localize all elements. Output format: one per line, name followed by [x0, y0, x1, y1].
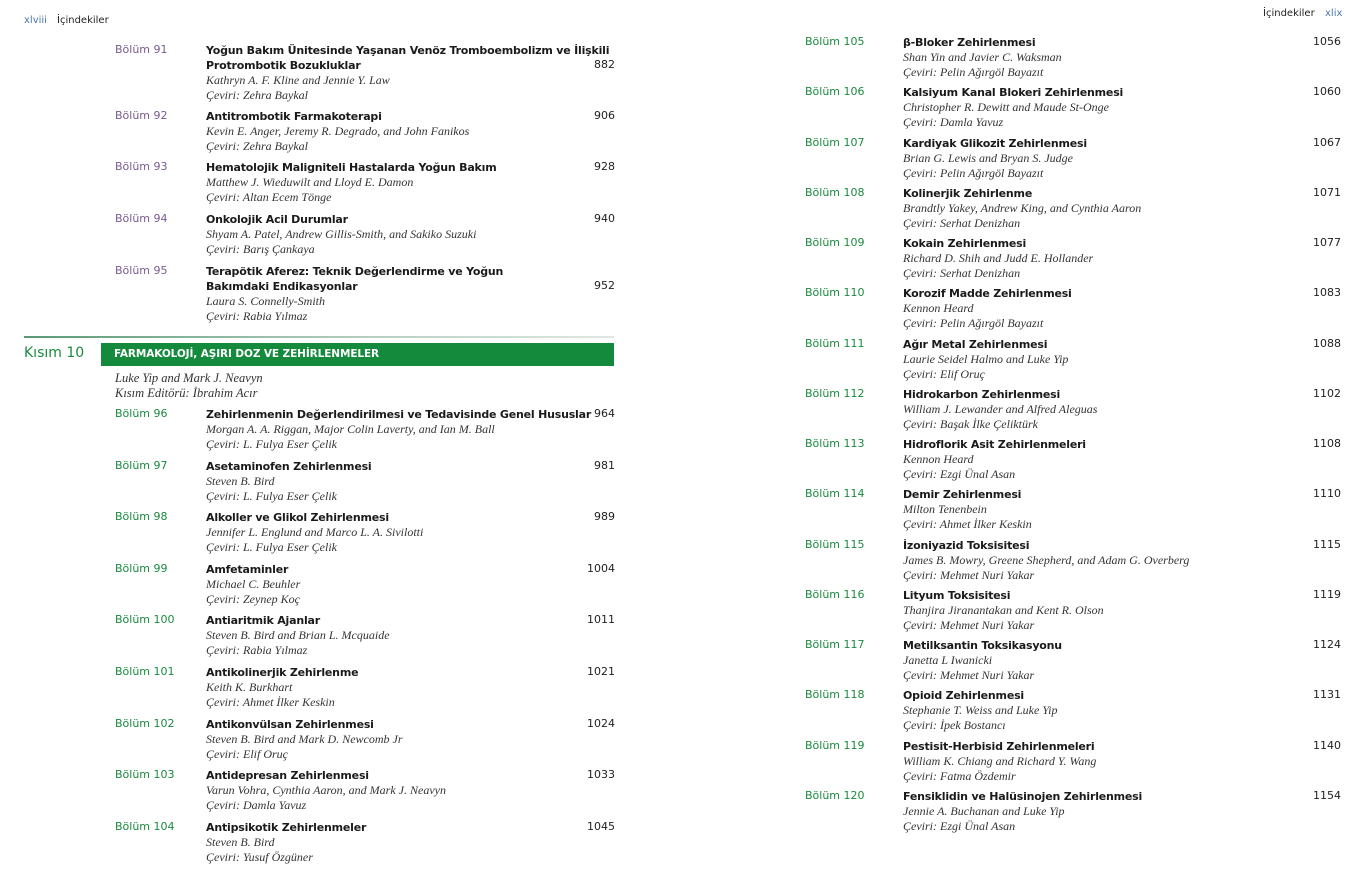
chapter-authors: Christopher R. Dewitt and Maude St-Onge	[903, 100, 1109, 114]
chapter-translator: Çeviri: Serhat Denizhan	[903, 266, 1021, 280]
chapter-title: Korozif Madde Zehirlenmesi	[903, 287, 1072, 300]
chapter-translator: Çeviri: Pelin Ağırgöl Bayazıt	[903, 166, 1044, 180]
chapter-translator: Çeviri: L. Fulya Eser Çelik	[206, 437, 337, 451]
chapter-authors: Kevin E. Anger, Jeremy R. Degrado, and John Fanikos	[206, 124, 470, 138]
chapter-number: Bölüm 110	[805, 286, 865, 299]
chapter-authors: Keith K. Burkhart	[206, 680, 293, 694]
chapter-number: Bölüm 104	[115, 820, 175, 833]
chapter-title: Protrombotik Bozukluklar	[206, 59, 361, 72]
chapter-translator: Çeviri: Zeynep Koç	[206, 592, 300, 606]
chapter-title: Antiaritmik Ajanlar	[206, 614, 320, 627]
chapter-authors: Kennon Heard	[903, 301, 974, 315]
chapter-title: Zehirlenmenin Değerlendirilmesi ve Tedavisinde Genel Hususlar	[206, 408, 592, 421]
part-section-editor: Kısım Editörü: İbrahim Acır	[115, 386, 258, 400]
chapter-page-number: 1024	[587, 717, 615, 730]
chapter-title: Pestisit-Herbisid Zehirlenmeleri	[903, 740, 1095, 753]
chapter-title: Hidrokarbon Zehirlenmesi	[903, 388, 1061, 401]
chapter-title: Opioid Zehirlenmesi	[903, 689, 1024, 702]
chapter-title: Hematolojik Maligniteli Hastalarda Yoğun Bakım	[206, 161, 497, 174]
chapter-title: Onkolojik Acil Durumlar	[206, 213, 348, 226]
chapter-number: Bölüm 103	[115, 768, 175, 781]
chapter-translator: Çeviri: Elif Oruç	[903, 367, 985, 381]
chapter-authors: Laurie Seidel Halmo and Luke Yip	[903, 352, 1069, 366]
chapter-number: Bölüm 96	[115, 407, 168, 420]
chapter-title: Antikolinerjik Zehirlenme	[206, 666, 359, 679]
chapter-number: Bölüm 94	[115, 212, 168, 225]
chapter-translator: Çeviri: Zehra Baykal	[206, 88, 308, 102]
chapter-number: Bölüm 111	[805, 337, 865, 350]
chapter-page-number: 928	[594, 160, 615, 173]
chapter-number: Bölüm 91	[115, 43, 168, 56]
part-title: FARMAKOLOJİ, AŞIRI DOZ VE ZEHİRLENMELER	[114, 348, 380, 360]
chapter-number: Bölüm 97	[115, 459, 168, 472]
chapter-number: Bölüm 118	[805, 688, 865, 701]
chapter-page-number: 1060	[1313, 85, 1341, 98]
chapter-translator: Çeviri: Başak İlke Çeliktürk	[903, 417, 1038, 431]
chapter-title: Yoğun Bakım Ünitesinde Yaşanan Venöz Tromboembolizm ve İlişkili	[206, 44, 610, 57]
chapter-translator: Çeviri: İpek Bostancı	[903, 718, 1006, 732]
chapter-translator: Çeviri: Fatma Özdemir	[903, 769, 1016, 783]
chapter-number: Bölüm 98	[115, 510, 168, 523]
chapter-page-number: 1088	[1313, 337, 1341, 350]
chapter-number: Bölüm 95	[115, 264, 168, 277]
chapter-title: Ağır Metal Zehirlenmesi	[903, 338, 1048, 351]
chapter-title: Fensiklidin ve Halüsinojen Zehirlenmesi	[903, 790, 1143, 803]
chapter-translator: Çeviri: Damla Yavuz	[206, 798, 307, 812]
chapter-authors: Jennifer L. Englund and Marco L. A. Sivilotti	[206, 525, 424, 539]
chapter-page-number: 981	[594, 459, 615, 472]
chapter-translator: Çeviri: Pelin Ağırgöl Bayazıt	[903, 316, 1044, 330]
chapter-page-number: 1083	[1313, 286, 1341, 299]
chapter-authors: Brian G. Lewis and Bryan S. Judge	[903, 151, 1073, 165]
chapter-page-number: 906	[594, 109, 615, 122]
chapter-title: Kokain Zehirlenmesi	[903, 237, 1027, 250]
part-label: Kısım 10	[24, 345, 85, 361]
chapter-number: Bölüm 108	[805, 186, 865, 199]
chapter-authors: Steven B. Bird and Mark D. Newcomb Jr	[206, 732, 403, 746]
chapter-authors: Steven B. Bird and Brian L. Mcquaide	[206, 628, 390, 642]
chapter-number: Bölüm 102	[115, 717, 175, 730]
chapter-authors: Shyam A. Patel, Andrew Gillis-Smith, and Sakiko Suzuki	[206, 227, 477, 241]
chapter-page-number: 940	[594, 212, 615, 225]
chapter-title: Kardiyak Glikozit Zehirlenmesi	[903, 137, 1087, 150]
chapter-number: Bölüm 117	[805, 638, 865, 651]
chapter-authors: Brandtly Yakey, Andrew King, and Cynthia Aaron	[903, 201, 1142, 215]
chapter-translator: Çeviri: L. Fulya Eser Çelik	[206, 489, 337, 503]
chapter-number: Bölüm 92	[115, 109, 168, 122]
chapter-authors: Matthew J. Wieduwilt and Lloyd E. Damon	[206, 175, 414, 189]
chapter-title: Demir Zehirlenmesi	[903, 488, 1022, 501]
chapter-page-number: 1045	[587, 820, 615, 833]
chapter-translator: Çeviri: Serhat Denizhan	[903, 216, 1021, 230]
chapter-title: β-Bloker Zehirlenmesi	[903, 36, 1036, 49]
chapter-translator: Çeviri: Rabia Yılmaz	[206, 309, 308, 323]
chapter-title: İzoniyazid Toksisitesi	[903, 539, 1030, 552]
chapter-translator: Çeviri: Pelin Ağırgöl Bayazıt	[903, 65, 1044, 79]
chapter-translator: Çeviri: L. Fulya Eser Çelik	[206, 540, 337, 554]
chapter-title: Kolinerjik Zehirlenme	[903, 187, 1033, 200]
chapter-authors: James B. Mowry, Greene Shepherd, and Adam G. Overberg	[903, 553, 1190, 567]
chapter-page-number: 1108	[1313, 437, 1341, 450]
right-running-head: İçindekiler	[1263, 8, 1315, 19]
chapter-translator: Çeviri: Mehmet Nuri Yakar	[903, 618, 1035, 632]
chapter-authors: Jennie A. Buchanan and Luke Yip	[903, 804, 1065, 818]
chapter-translator: Çeviri: Ezgi Ünal Asan	[903, 467, 1016, 481]
chapter-number: Bölüm 119	[805, 739, 865, 752]
chapter-translator: Çeviri: Ahmet İlker Keskin	[903, 517, 1032, 531]
chapter-page-number: 1119	[1313, 588, 1341, 601]
chapter-translator: Çeviri: Ahmet İlker Keskin	[206, 695, 335, 709]
chapter-title: Kalsiyum Kanal Blokeri Zehirlenmesi	[903, 86, 1124, 99]
chapter-page-number: 1115	[1313, 538, 1341, 551]
chapter-authors: Janetta L Iwanicki	[903, 653, 993, 667]
chapter-translator: Çeviri: Zehra Baykal	[206, 139, 308, 153]
part-title-bar	[101, 343, 614, 366]
chapter-page-number: 1071	[1313, 186, 1341, 199]
chapter-page-number: 989	[594, 510, 615, 523]
chapter-translator: Çeviri: Yusuf Özgüner	[206, 850, 313, 864]
chapter-number: Bölüm 100	[115, 613, 175, 626]
chapter-authors: Kennon Heard	[903, 452, 974, 466]
chapter-authors: William J. Lewander and Alfred Aleguas	[903, 402, 1098, 416]
chapter-title: Metilksantin Toksikasyonu	[903, 639, 1062, 652]
chapter-title: Bakımdaki Endikasyonlar	[206, 280, 358, 293]
chapter-number: Bölüm 106	[805, 85, 865, 98]
chapter-page-number: 1110	[1313, 487, 1341, 500]
chapter-authors: Stephanie T. Weiss and Luke Yip	[903, 703, 1058, 717]
chapter-authors: Thanjira Jiranantakan and Kent R. Olson	[903, 603, 1104, 617]
chapter-number: Bölüm 115	[805, 538, 865, 551]
chapter-translator: Çeviri: Altan Ecem Tönge	[206, 190, 332, 204]
chapter-page-number: 1102	[1313, 387, 1341, 400]
chapter-number: Bölüm 93	[115, 160, 168, 173]
chapter-number: Bölüm 116	[805, 588, 865, 601]
part-divider-line	[24, 336, 614, 338]
left-page-number: xlviii	[24, 15, 47, 26]
chapter-page-number: 1067	[1313, 136, 1341, 149]
chapter-number: Bölüm 114	[805, 487, 865, 500]
chapter-number: Bölüm 109	[805, 236, 865, 249]
chapter-title: Alkoller ve Glikol Zehirlenmesi	[206, 511, 389, 524]
chapter-page-number: 1056	[1313, 35, 1341, 48]
part-editors: Luke Yip and Mark J. Neavyn	[115, 371, 263, 385]
chapter-authors: Laura S. Connelly-Smith	[206, 294, 325, 308]
chapter-number: Bölüm 112	[805, 387, 865, 400]
chapter-title: Antidepresan Zehirlenmesi	[206, 769, 369, 782]
left-running-head: İçindekiler	[57, 15, 109, 26]
chapter-authors: Steven B. Bird	[206, 835, 275, 849]
chapter-page-number: 952	[594, 279, 615, 292]
chapter-title: Antikonvülsan Zehirlenmesi	[206, 718, 374, 731]
chapter-title: Amfetaminler	[206, 563, 289, 576]
chapter-translator: Çeviri: Barış Çankaya	[206, 242, 315, 256]
chapter-title: Terapötik Aferez: Teknik Değerlendirme ve Yoğun	[206, 265, 504, 278]
chapter-page-number: 1154	[1313, 789, 1341, 802]
chapter-page-number: 1033	[587, 768, 615, 781]
right-page-number: xlix	[1325, 8, 1343, 19]
chapter-translator: Çeviri: Mehmet Nuri Yakar	[903, 668, 1035, 682]
chapter-title: Antitrombotik Farmakoterapi	[206, 110, 382, 123]
chapter-title: Asetaminofen Zehirlenmesi	[206, 460, 372, 473]
chapter-page-number: 1131	[1313, 688, 1341, 701]
chapter-authors: Milton Tenenbein	[903, 502, 987, 516]
chapter-title: Antipsikotik Zehirlenmeler	[206, 821, 367, 834]
chapter-number: Bölüm 99	[115, 562, 168, 575]
chapter-translator: Çeviri: Ezgi Ünal Asan	[903, 819, 1016, 833]
chapter-page-number: 882	[594, 58, 615, 71]
chapter-authors: Michael C. Beuhler	[206, 577, 301, 591]
chapter-number: Bölüm 107	[805, 136, 865, 149]
chapter-translator: Çeviri: Damla Yavuz	[903, 115, 1004, 129]
chapter-page-number: 1124	[1313, 638, 1341, 651]
chapter-translator: Çeviri: Elif Oruç	[206, 747, 288, 761]
chapter-authors: Steven B. Bird	[206, 474, 275, 488]
chapter-page-number: 1011	[587, 613, 615, 626]
chapter-authors: Kathryn A. F. Kline and Jennie Y. Law	[206, 73, 390, 87]
chapter-authors: Richard D. Shih and Judd E. Hollander	[903, 251, 1094, 265]
chapter-page-number: 964	[594, 407, 615, 420]
chapter-page-number: 1077	[1313, 236, 1341, 249]
chapter-number: Bölüm 113	[805, 437, 865, 450]
chapter-authors: Morgan A. A. Riggan, Major Colin Laverty, and Ian M. Ball	[206, 422, 495, 436]
chapter-page-number: 1004	[587, 562, 615, 575]
chapter-translator: Çeviri: Rabia Yılmaz	[206, 643, 308, 657]
chapter-number: Bölüm 101	[115, 665, 175, 678]
chapter-page-number: 1140	[1313, 739, 1341, 752]
chapter-authors: Varun Vohra, Cynthia Aaron, and Mark J. Neavyn	[206, 783, 446, 797]
chapter-number: Bölüm 120	[805, 789, 865, 802]
chapter-page-number: 1021	[587, 665, 615, 678]
chapter-title: Lityum Toksisitesi	[903, 589, 1011, 602]
chapter-number: Bölüm 105	[805, 35, 865, 48]
chapter-translator: Çeviri: Mehmet Nuri Yakar	[903, 568, 1035, 582]
chapter-authors: Shan Yin and Javier C. Waksman	[903, 50, 1062, 64]
chapter-authors: William K. Chiang and Richard Y. Wang	[903, 754, 1097, 768]
chapter-title: Hidroflorik Asit Zehirlenmeleri	[903, 438, 1086, 451]
